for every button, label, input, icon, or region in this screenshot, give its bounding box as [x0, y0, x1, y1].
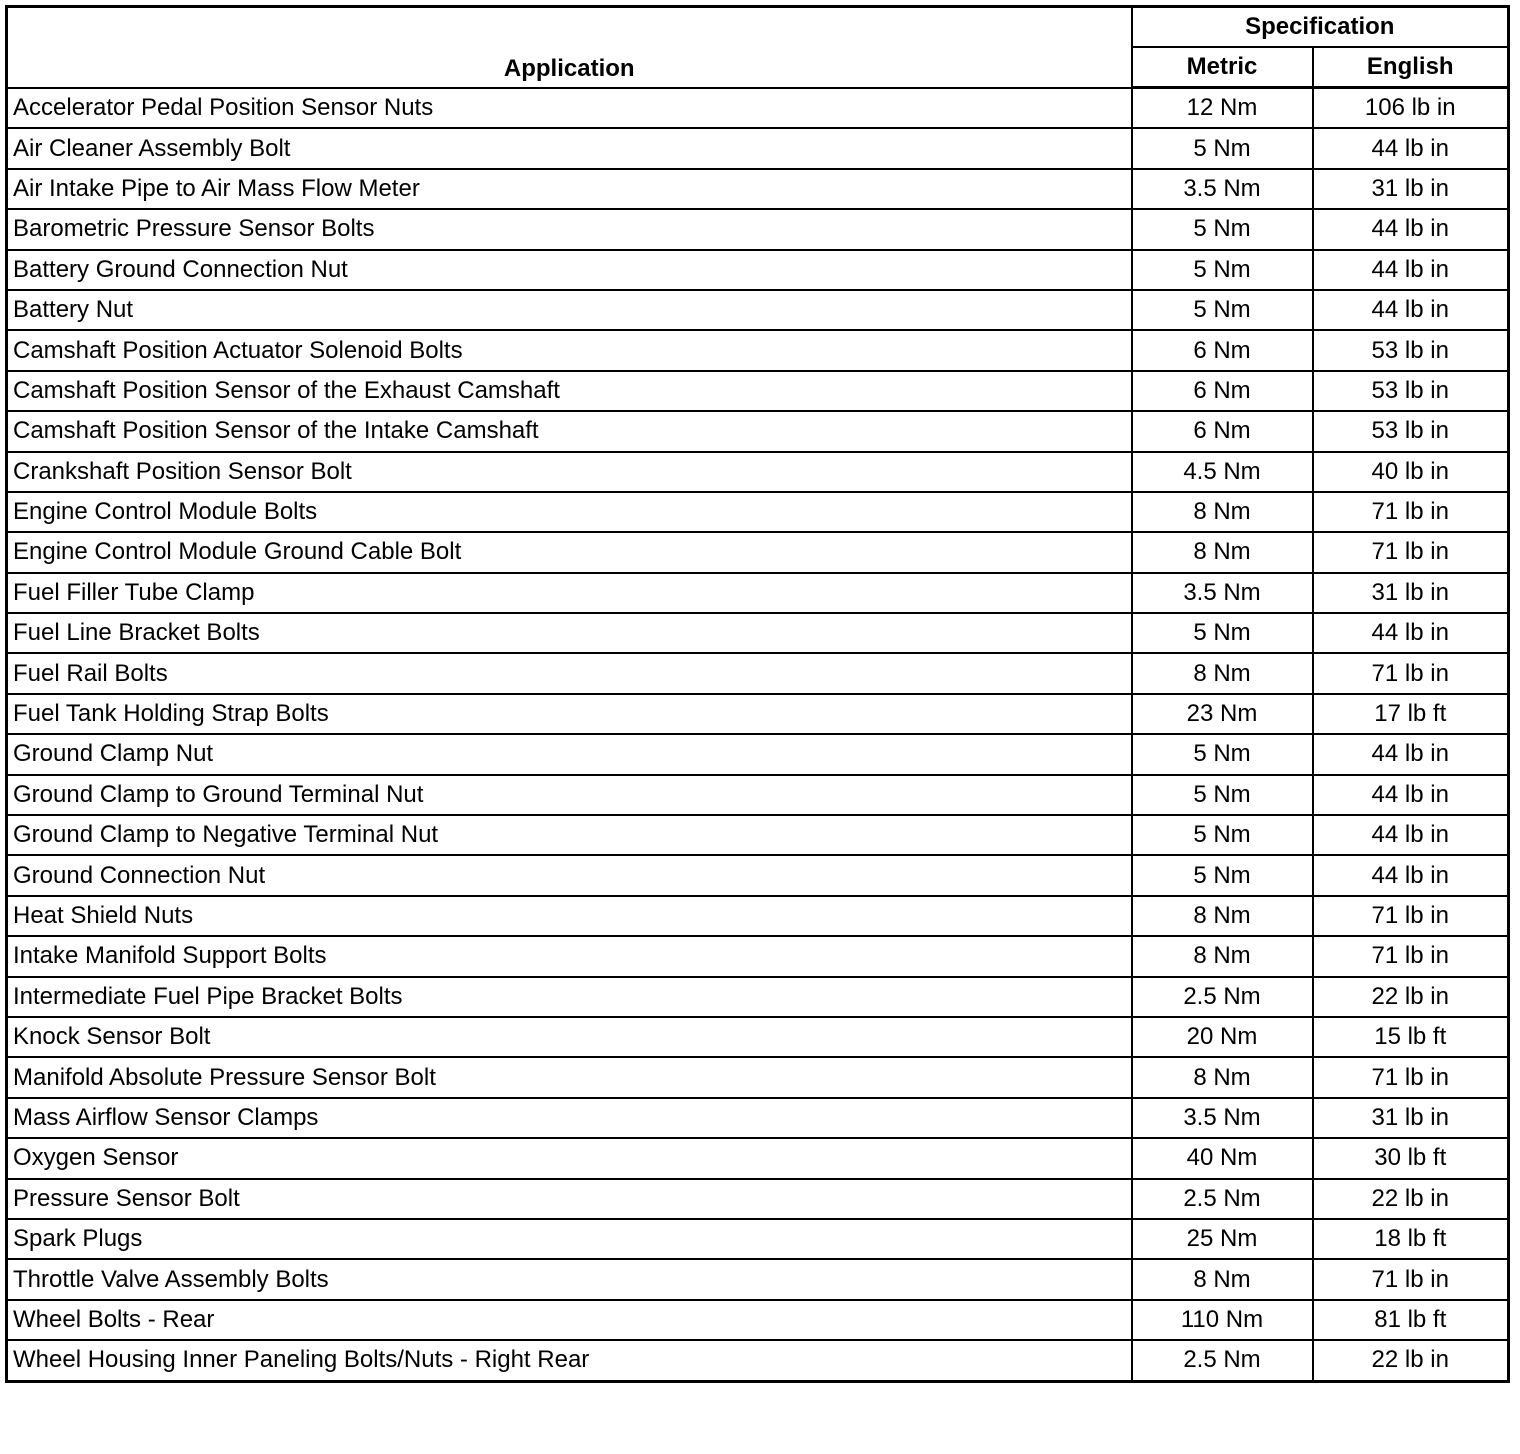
application-cell: Fuel Filler Tube Clamp [7, 573, 1132, 613]
metric-cell: 8 Nm [1132, 532, 1313, 572]
english-cell: 17 lb ft [1313, 694, 1509, 734]
fastener-specification-table [5, 5, 1510, 1383]
metric-cell: 12 Nm [1132, 88, 1313, 129]
application-cell: Intermediate Fuel Pipe Bracket Bolts [7, 977, 1132, 1017]
table-row [7, 855, 1509, 895]
table-row [7, 330, 1509, 370]
application-cell: Camshaft Position Sensor of the Intake Camshaft [7, 411, 1132, 451]
metric-cell: 8 Nm [1132, 492, 1313, 532]
metric-cell: 8 Nm [1132, 936, 1313, 976]
english-cell: 53 lb in [1313, 371, 1509, 411]
table-row [7, 411, 1509, 451]
application-cell: Engine Control Module Ground Cable Bolt [7, 532, 1132, 572]
application-cell: Ground Clamp Nut [7, 734, 1132, 774]
english-cell: 44 lb in [1313, 855, 1509, 895]
table-row [7, 1300, 1509, 1340]
header-row-top [7, 7, 1509, 48]
english-cell: 44 lb in [1313, 815, 1509, 855]
table-row [7, 371, 1509, 411]
table-row [7, 452, 1509, 492]
metric-cell: 4.5 Nm [1132, 452, 1313, 492]
table-row [7, 1219, 1509, 1259]
english-cell: 44 lb in [1313, 128, 1509, 168]
english-cell: 31 lb in [1313, 1098, 1509, 1138]
application-cell: Wheel Bolts - Rear [7, 1300, 1132, 1340]
english-cell: 15 lb ft [1313, 1017, 1509, 1057]
application-cell: Battery Ground Connection Nut [7, 250, 1132, 290]
application-cell: Ground Clamp to Negative Terminal Nut [7, 815, 1132, 855]
table-row [7, 936, 1509, 976]
english-cell: 106 lb in [1313, 88, 1509, 129]
application-cell: Battery Nut [7, 290, 1132, 330]
application-cell: Knock Sensor Bolt [7, 1017, 1132, 1057]
application-cell: Pressure Sensor Bolt [7, 1179, 1132, 1219]
metric-cell: 5 Nm [1132, 128, 1313, 168]
table-row [7, 1138, 1509, 1178]
metric-cell: 5 Nm [1132, 613, 1313, 653]
metric-cell: 2.5 Nm [1132, 1179, 1313, 1219]
english-cell: 71 lb in [1313, 1259, 1509, 1299]
english-cell: 71 lb in [1313, 936, 1509, 976]
metric-cell: 2.5 Nm [1132, 1340, 1313, 1381]
metric-cell: 3.5 Nm [1132, 169, 1313, 209]
table-row [7, 653, 1509, 693]
application-cell: Fuel Rail Bolts [7, 653, 1132, 693]
application-cell: Camshaft Position Sensor of the Exhaust Camshaft [7, 371, 1132, 411]
application-cell: Wheel Housing Inner Paneling Bolts/Nuts - Right Rear [7, 1340, 1132, 1381]
table-row [7, 1017, 1509, 1057]
header-specification: Specification [1132, 7, 1509, 48]
english-cell: 71 lb in [1313, 492, 1509, 532]
english-cell: 81 lb ft [1313, 1300, 1509, 1340]
metric-cell: 6 Nm [1132, 371, 1313, 411]
english-cell: 31 lb in [1313, 169, 1509, 209]
english-cell: 53 lb in [1313, 411, 1509, 451]
table-row [7, 734, 1509, 774]
table-row [7, 775, 1509, 815]
metric-cell: 20 Nm [1132, 1017, 1313, 1057]
english-cell: 22 lb in [1313, 1340, 1509, 1381]
english-cell: 71 lb in [1313, 1057, 1509, 1097]
table-row [7, 613, 1509, 653]
english-cell: 53 lb in [1313, 330, 1509, 370]
application-cell: Spark Plugs [7, 1219, 1132, 1259]
table-row [7, 1259, 1509, 1299]
application-cell: Throttle Valve Assembly Bolts [7, 1259, 1132, 1299]
application-cell: Barometric Pressure Sensor Bolts [7, 209, 1132, 249]
application-cell: Intake Manifold Support Bolts [7, 936, 1132, 976]
metric-cell: 25 Nm [1132, 1219, 1313, 1259]
metric-cell: 5 Nm [1132, 209, 1313, 249]
table-row [7, 573, 1509, 613]
table-row [7, 1098, 1509, 1138]
table-row [7, 1057, 1509, 1097]
english-cell: 71 lb in [1313, 653, 1509, 693]
application-cell: Accelerator Pedal Position Sensor Nuts [7, 88, 1132, 129]
metric-cell: 5 Nm [1132, 775, 1313, 815]
table-row [7, 128, 1509, 168]
application-cell: Mass Airflow Sensor Clamps [7, 1098, 1132, 1138]
table-row [7, 1340, 1509, 1381]
metric-cell: 23 Nm [1132, 694, 1313, 734]
metric-cell: 5 Nm [1132, 734, 1313, 774]
metric-cell: 110 Nm [1132, 1300, 1313, 1340]
english-cell: 44 lb in [1313, 250, 1509, 290]
english-cell: 31 lb in [1313, 573, 1509, 613]
english-cell: 18 lb ft [1313, 1219, 1509, 1259]
table-row [7, 694, 1509, 734]
table-row [7, 169, 1509, 209]
table-row [7, 209, 1509, 249]
table-row [7, 815, 1509, 855]
table-row [7, 532, 1509, 572]
english-cell: 44 lb in [1313, 613, 1509, 653]
application-cell: Ground Clamp to Ground Terminal Nut [7, 775, 1132, 815]
metric-cell: 40 Nm [1132, 1138, 1313, 1178]
metric-cell: 6 Nm [1132, 411, 1313, 451]
metric-cell: 8 Nm [1132, 653, 1313, 693]
english-cell: 44 lb in [1313, 290, 1509, 330]
application-cell: Air Intake Pipe to Air Mass Flow Meter [7, 169, 1132, 209]
application-cell: Heat Shield Nuts [7, 896, 1132, 936]
table-row [7, 88, 1509, 129]
metric-cell: 5 Nm [1132, 290, 1313, 330]
english-cell: 71 lb in [1313, 532, 1509, 572]
english-cell: 44 lb in [1313, 209, 1509, 249]
application-cell: Air Cleaner Assembly Bolt [7, 128, 1132, 168]
metric-cell: 3.5 Nm [1132, 1098, 1313, 1138]
metric-cell: 8 Nm [1132, 1057, 1313, 1097]
application-cell: Crankshaft Position Sensor Bolt [7, 452, 1132, 492]
english-cell: 22 lb in [1313, 1179, 1509, 1219]
table-row [7, 250, 1509, 290]
metric-cell: 3.5 Nm [1132, 573, 1313, 613]
english-cell: 30 lb ft [1313, 1138, 1509, 1178]
table-body [7, 88, 1509, 1382]
application-cell: Manifold Absolute Pressure Sensor Bolt [7, 1057, 1132, 1097]
table-row [7, 1179, 1509, 1219]
metric-cell: 2.5 Nm [1132, 977, 1313, 1017]
header-application: Application [7, 7, 1132, 88]
english-cell: 44 lb in [1313, 775, 1509, 815]
application-cell: Engine Control Module Bolts [7, 492, 1132, 532]
application-cell: Camshaft Position Actuator Solenoid Bolts [7, 330, 1132, 370]
english-cell: 71 lb in [1313, 896, 1509, 936]
application-cell: Fuel Tank Holding Strap Bolts [7, 694, 1132, 734]
application-cell: Ground Connection Nut [7, 855, 1132, 895]
application-cell: Fuel Line Bracket Bolts [7, 613, 1132, 653]
metric-cell: 8 Nm [1132, 896, 1313, 936]
metric-cell: 6 Nm [1132, 330, 1313, 370]
english-cell: 22 lb in [1313, 977, 1509, 1017]
table-row [7, 492, 1509, 532]
metric-cell: 5 Nm [1132, 815, 1313, 855]
header-metric: Metric [1132, 47, 1313, 88]
application-cell: Oxygen Sensor [7, 1138, 1132, 1178]
table-row [7, 977, 1509, 1017]
metric-cell: 8 Nm [1132, 1259, 1313, 1299]
english-cell: 40 lb in [1313, 452, 1509, 492]
table-row [7, 896, 1509, 936]
table-header [7, 7, 1509, 88]
metric-cell: 5 Nm [1132, 855, 1313, 895]
metric-cell: 5 Nm [1132, 250, 1313, 290]
table-row [7, 290, 1509, 330]
header-english: English [1313, 47, 1509, 88]
english-cell: 44 lb in [1313, 734, 1509, 774]
